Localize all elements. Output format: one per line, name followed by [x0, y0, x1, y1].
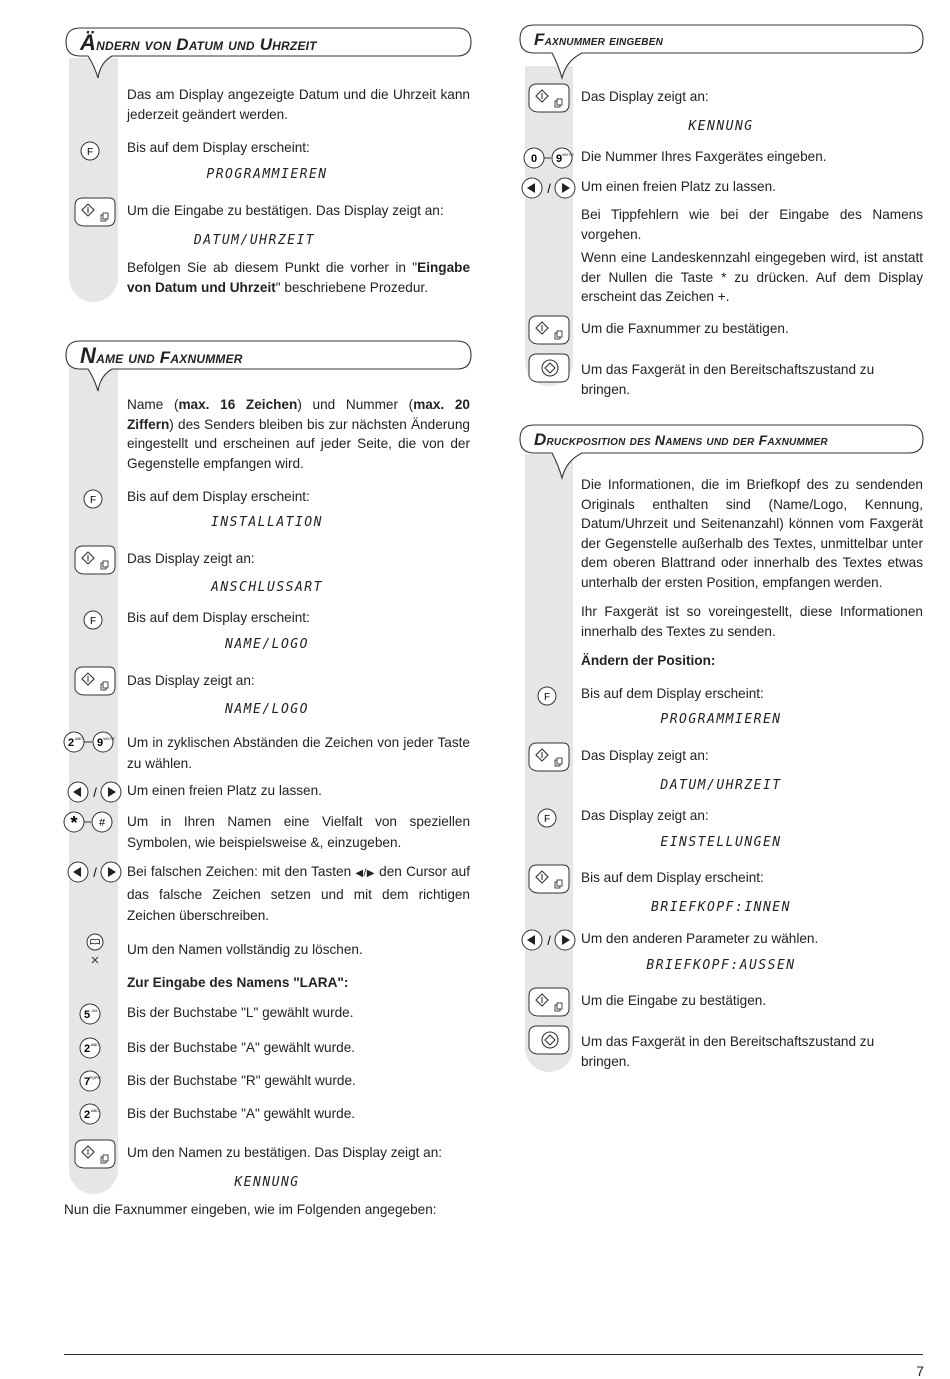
- arrow-left-right-keys-icon: [521, 929, 577, 951]
- start-key-icon: [73, 665, 117, 697]
- step-text: Um den Namen zu bestätigen. Das Display zeigt an:: [127, 1145, 443, 1160]
- function-key-icon: [83, 489, 103, 509]
- svg-text:F: F: [543, 814, 551, 825]
- step-text: Um den Namen vollständig zu löschen.: [127, 942, 363, 957]
- step-text: Das Display zeigt an:: [581, 808, 709, 823]
- step-text: Das Display zeigt an:: [581, 89, 709, 104]
- section-title-initial: D: [534, 430, 547, 449]
- display-text: EINSTELLUNGEN: [660, 835, 782, 850]
- function-key-icon: [83, 610, 103, 630]
- svg-text:/: /: [547, 181, 551, 196]
- step-text: Um in Ihren Namen eine Vielfalt von speziellen Symbolen, wie beispielsweise &, einzugeben.: [127, 814, 470, 850]
- display-text: DATUM/UHRZEIT: [660, 778, 782, 793]
- start-key-icon: [527, 314, 571, 346]
- function-key-icon: [537, 686, 557, 706]
- arrow-left-right-keys-icon: [521, 177, 577, 199]
- display-text: PROGRAMMIEREN: [206, 167, 328, 182]
- subheading: Ändern der Position:: [581, 653, 716, 668]
- start-key-icon: [527, 741, 571, 773]
- step-text: Um die Eingabe zu bestätigen.: [581, 993, 767, 1008]
- svg-text:F: F: [543, 692, 551, 703]
- svg-text:9: 9: [96, 737, 104, 749]
- start-key-icon: [527, 82, 571, 114]
- step-text: Das Display zeigt an:: [581, 748, 709, 763]
- function-key-icon: [537, 808, 557, 828]
- step-text: Bis auf dem Display erscheint:: [127, 610, 310, 625]
- svg-text:WXYZ: WXYZ: [562, 152, 574, 157]
- paragraph: Ihr Faxgerät ist so voreingestellt, diese Informationen innerhalb des Textes zu senden.: [581, 604, 923, 639]
- section-title: ame und Faxnummer: [96, 348, 243, 367]
- paragraph: Nun die Faxnummer eingeben, wie im Folgenden angegeben:: [64, 1202, 437, 1217]
- svg-text:9: 9: [555, 153, 563, 165]
- step-text: Bis der Buchstabe "R" gewählt wurde.: [127, 1073, 356, 1088]
- start-key-icon: [73, 196, 117, 228]
- display-text: DATUM/UHRZEIT: [193, 233, 316, 248]
- step-text: Um einen freien Platz zu lassen.: [127, 783, 322, 798]
- digit-key-5-icon: [79, 1003, 109, 1025]
- display-text: BRIEFKOPF:AUSSEN: [646, 958, 796, 973]
- step-text: Bis der Buchstabe "A" gewählt wurde.: [127, 1106, 356, 1121]
- digit-key-2-icon: [79, 1103, 109, 1125]
- step-text: Befolgen Sie ab diesem Punkt die vorher in "Eingabe von Datum und Uhrzeit" beschriebene Prozedur.: [127, 260, 470, 295]
- svg-text:2: 2: [67, 737, 75, 749]
- svg-text:ABC: ABC: [90, 1108, 100, 1113]
- digit-keys-2-9-icon: [63, 731, 125, 753]
- section-title: ndern von Datum und Uhrzeit: [96, 35, 317, 54]
- svg-text:7: 7: [83, 1076, 91, 1088]
- display-text: NAME/LOGO: [225, 702, 309, 717]
- section-title-initial: F: [534, 30, 545, 49]
- footer-rule: [64, 1354, 923, 1355]
- section-header-name-faxnummer: [64, 340, 472, 370]
- section-title: ruckposition des Namens und der Faxnummer: [546, 432, 828, 448]
- step-text: Um das Faxgerät in den Bereitschaftszustand zu bringen.: [581, 1034, 875, 1069]
- svg-text:F: F: [89, 495, 97, 506]
- digit-key-7-icon: [79, 1070, 109, 1092]
- step-text: Bis auf dem Display erscheint:: [581, 870, 764, 885]
- digit-keys-0-9-icon: [523, 147, 579, 169]
- svg-text:F: F: [89, 616, 97, 627]
- step-text: Wenn eine Landeskennzahl eingegeben wird, ist anstatt der Nullen die Taste * zu drücken. Auf dem Display erscheint das Zeichen +.: [581, 250, 923, 304]
- step-text: Bei falschen Zeichen: mit den Tasten ◀/▶ den Cursor auf das falsche Zeichen setzen und mit dem richtigen Zeichen überschreiben.: [127, 864, 470, 923]
- svg-text:0: 0: [530, 153, 538, 165]
- phonebook-clear-key-icon: [86, 933, 104, 965]
- display-text: ANSCHLUSSART: [211, 580, 323, 595]
- display-text: BRIEFKOPF:INNEN: [651, 900, 791, 915]
- section-title: axnummer eingeben: [544, 32, 664, 48]
- step-text: Bis auf dem Display erscheint:: [581, 686, 764, 701]
- step-bar: [69, 58, 118, 302]
- paragraph: Die Informationen, die im Briefkopf des zu sendenden Originals enthalten sind (Name/Logo, Kennung, Datum/Uhrzeit und Seitenanzahl) können vom Faxgerät der Gegenstelle außerhalb des Textes, unmittelbar unter dem oberen Blattrand oder innerhalb des Textes etwas unterhalb der ersten Position, empfangen werden.: [581, 477, 923, 590]
- svg-text:WXYZ: WXYZ: [103, 736, 115, 741]
- display-text: PROGRAMMIEREN: [660, 712, 782, 727]
- section-header-datum-uhrzeit: [64, 27, 472, 57]
- section-title-initial: N: [80, 343, 97, 368]
- step-text: Bis auf dem Display erscheint:: [127, 489, 310, 504]
- function-key-icon: [80, 141, 100, 161]
- start-key-icon: [73, 1138, 117, 1170]
- step-text: Bis der Buchstabe "A" gewählt wurde.: [127, 1040, 356, 1055]
- page-number: 7: [916, 1363, 924, 1379]
- digit-key-2-icon: [79, 1037, 109, 1059]
- stop-key-icon: [527, 352, 571, 384]
- svg-text:5: 5: [83, 1009, 91, 1021]
- step-text: Um in zyklischen Abständen die Zeichen von jeder Taste zu wählen.: [127, 735, 470, 771]
- step-text: Um die Faxnummer zu bestätigen.: [581, 321, 789, 336]
- step-text: Bis der Buchstabe "L" gewählt wurde.: [127, 1005, 354, 1020]
- display-text: INSTALLATION: [211, 515, 323, 530]
- paragraph: Name (max. 16 Zeichen) und Nummer (max. 20 Ziffern) des Senders bleiben bis zur nächsten Änderung eingestellt und erscheinen auf jeder Seite, die von der Gegenstelle empfangen wird.: [127, 397, 470, 471]
- step-text: Das Display zeigt an:: [127, 673, 255, 688]
- step-text: Um einen freien Platz zu lassen.: [581, 179, 776, 194]
- section-header-faxnummer-eingeben: [518, 24, 924, 54]
- paragraph: Das am Display angezeigte Datum und die Uhrzeit kann jederzeit geändert werden.: [127, 87, 470, 122]
- svg-text:/: /: [93, 785, 97, 800]
- step-text: Um das Faxgerät in den Bereitschaftszustand zu bringen.: [581, 362, 875, 397]
- svg-text:2: 2: [83, 1043, 91, 1055]
- svg-text:/: /: [93, 865, 97, 880]
- display-text: KENNUNG: [234, 1175, 300, 1190]
- start-key-icon: [527, 986, 571, 1018]
- svg-text:F: F: [86, 147, 94, 158]
- svg-text:2: 2: [83, 1109, 91, 1121]
- svg-text:ABC: ABC: [90, 1042, 100, 1047]
- step-text: Um den anderen Parameter zu wählen.: [581, 931, 819, 946]
- start-key-icon: [73, 544, 117, 576]
- step-text: Das Display zeigt an:: [127, 551, 255, 566]
- svg-text:PQRS: PQRS: [89, 1075, 101, 1080]
- subheading: Zur Eingabe des Namens "LARA":: [127, 975, 349, 990]
- svg-text:*: *: [70, 813, 78, 833]
- section-title-initial: Ä: [80, 30, 97, 55]
- step-text: Die Nummer Ihres Faxgerätes eingeben.: [581, 149, 827, 164]
- display-text: NAME/LOGO: [225, 637, 309, 652]
- svg-text:#: #: [98, 817, 106, 829]
- svg-text:JKL: JKL: [91, 1008, 99, 1013]
- step-text: Bis auf dem Display erscheint:: [127, 140, 310, 155]
- start-key-icon: [527, 863, 571, 895]
- svg-text:ABC: ABC: [74, 736, 84, 741]
- step-text: Bei Tippfehlern wie bei der Eingabe des Namens vorgehen.: [581, 207, 923, 242]
- section-header-druckposition: [518, 424, 924, 454]
- arrow-left-right-keys-icon: [67, 781, 123, 803]
- arrow-left-right-keys-icon: [67, 861, 123, 883]
- svg-text:/: /: [547, 933, 551, 948]
- step-text: Um die Eingabe zu bestätigen. Das Display zeigt an:: [127, 203, 444, 218]
- star-hash-keys-icon: [63, 811, 123, 833]
- display-text: KENNUNG: [688, 119, 754, 134]
- stop-key-icon: [527, 1024, 571, 1056]
